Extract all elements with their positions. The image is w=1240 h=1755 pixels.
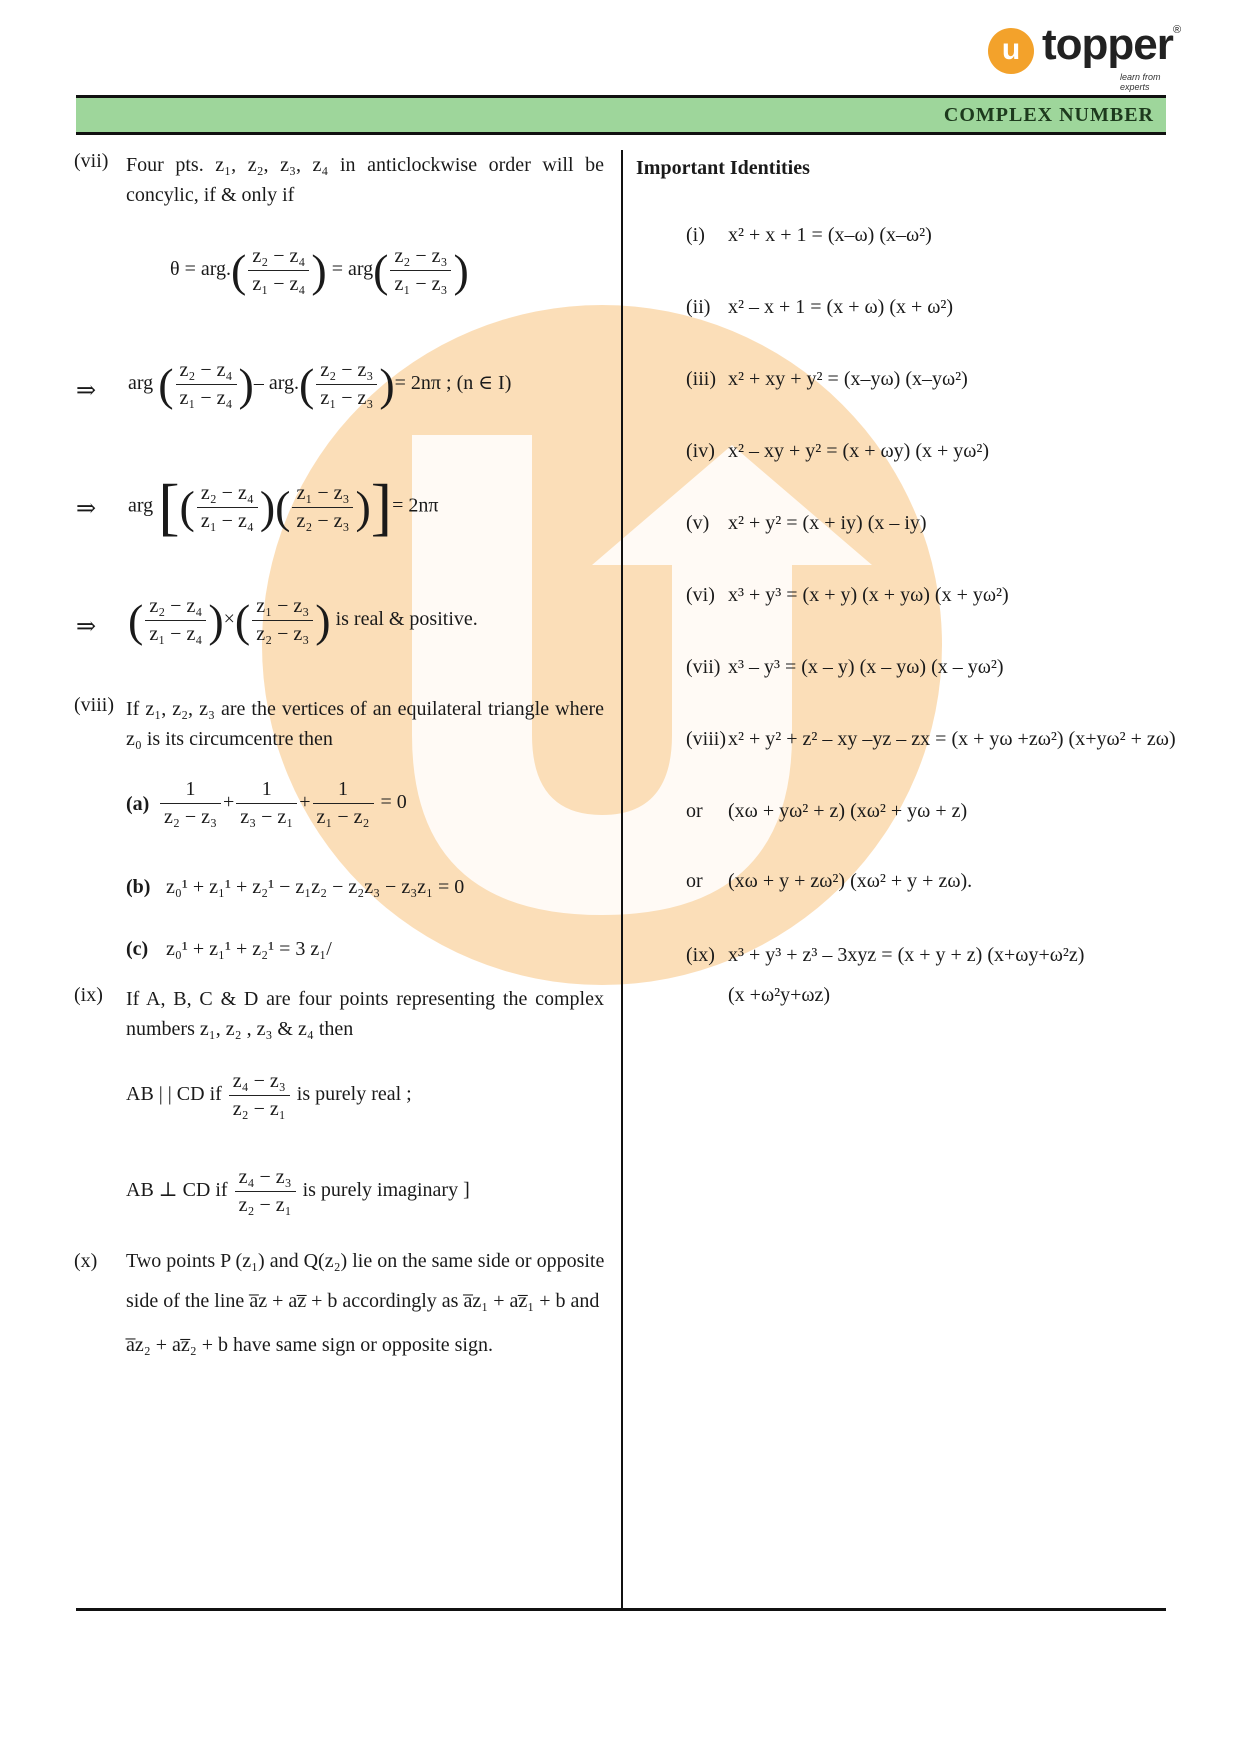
- identity-expression: x² + xy + y² = (x–yω) (x–yω²): [728, 368, 968, 390]
- identity-label: (iii): [686, 368, 716, 390]
- identity-expression: (xω + y + zω²) (xω² + y + zω).: [728, 870, 973, 892]
- equilateral-c-identity: z₀¹ + z₁¹ + z₂¹ = 3 z₁/: [166, 938, 332, 960]
- chapter-title: COMPLEX NUMBER: [943, 104, 1154, 126]
- identity-label: (vi): [686, 584, 715, 606]
- identity-ix-continuation: (x +ω²y+ωz): [728, 984, 831, 1006]
- identity-expression: x² + x + 1 = (x–ω) (x–ω²): [728, 224, 932, 246]
- column-divider: [621, 150, 623, 1610]
- theta-equation: θ = arg.( $\frac{\text{z₂ − z₄}}{\text{z₁ − z₄}}$ ) = arg( $\frac{\text{z₂ − z₃}}{\text{z₁ − z₃}}$ ): [170, 245, 469, 296]
- line-expression: a̅z + az̅ + b: [249, 1290, 338, 1312]
- arg-product-equation: arg [( $\frac{\text{z₂ − z₄}}{\text{z₁ − z₄}}$ )( $\frac{\text{z₁ − z₃}}{\text{z₂ − z₃}}$ )]= 2nπ: [128, 471, 439, 542]
- identity-label: (iv): [686, 440, 715, 462]
- chapter-band: [76, 95, 1166, 135]
- fraction: $\frac{\text{z₄ − z₃}}{\text{z₂ − z₁}}$: [235, 1166, 296, 1217]
- identity-expression: (xω + yω² + z) (xω² + yω + z): [728, 800, 968, 822]
- theta-lhs: θ = arg.: [170, 258, 232, 281]
- arg-difference-equation: arg ( $\frac{\text{z₂ − z₄}}{\text{z₁ − z₄}}$ )– arg.( $\frac{\text{z₂ − z₃}}{\text{z₁ − z₃}}$ )= 2nπ ; (n ∈ I): [128, 359, 512, 410]
- brand-logo[interactable]: [988, 20, 1188, 92]
- real-positive-statement: ( $\frac{\text{z₂ − z₄}}{\text{z₁ − z₄}}$ )×( $\frac{\text{z₁ − z₃}}{\text{z₂ − z₃}}$ ) is real & positive.: [128, 595, 478, 646]
- identity-expression: x³ – y³ = (x – y) (x – yω) (x – yω²): [728, 656, 1004, 678]
- fraction: $\frac{\text{z₂ − z₄}}{\text{z₁ − z₄}}$: [176, 359, 237, 410]
- fraction: $\frac{\text{z₂ − z₄}}{\text{z₁ − z₄}}$: [248, 245, 309, 296]
- identity-expression: x³ + y³ + z³ – 3xyz = (x + y + z) (x+ωy+ω²z): [728, 944, 1085, 966]
- equilateral-reciprocal-sum: $\frac{1}{\text{z₂ − z₃}}$ + $\frac{1}{\text{z₃ − z₁}}$ + $\frac{1}{\text{z₁ − z₂}}$ = 0: [158, 778, 407, 829]
- identity-expression: x³ + y³ = (x + y) (x + yω) (x + yω²): [728, 584, 1009, 606]
- fraction: $\frac{1}{\text{z₃ − z₁}}$: [236, 778, 297, 829]
- sub-b-label: (b): [126, 876, 151, 898]
- expression-z2: a̅z₂ + az̅₂ + b: [126, 1334, 229, 1356]
- sub-a-label: (a): [126, 793, 150, 815]
- fraction: $\frac{\text{z₁ − z₃}}{\text{z₂ − z₃}}$: [292, 482, 353, 533]
- fraction: $\frac{\text{z₄ − z₃}}{\text{z₂ − z₁}}$: [229, 1070, 290, 1121]
- item-x-line2: side of the line a̅z + az̅ + b accordingly as a̅z₁ + az̅₁ + b and: [126, 1290, 600, 1312]
- logo-mark: u: [988, 28, 1034, 74]
- item-vii-label: (vii): [74, 150, 109, 172]
- identities-heading: Important Identities: [636, 157, 810, 179]
- registered-mark: ®: [1173, 24, 1182, 36]
- fraction: $\frac{\text{z₂ − z₃}}{\text{z₁ − z₃}}$: [316, 359, 377, 410]
- parallel-condition: AB | | CD if $\frac{\text{z₄ − z₃}}{\text{z₂ − z₁}}$ is purely real ;: [126, 1070, 412, 1120]
- item-viii-label: (viii): [74, 694, 114, 716]
- item-vii-text: Four pts. z₁, z₂, z₃, z₄ in anticlockwise order will be concylic, if & only if: [126, 154, 604, 206]
- equilateral-b-identity: z₀¹ + z₁¹ + z₂¹ − z₁z₂ − z₂z₃ − z₃z₁ = 0: [166, 876, 465, 898]
- identity-label: (ii): [686, 296, 711, 318]
- footer-rule: [76, 1608, 1166, 1611]
- fraction: $\frac{1}{\text{z₂ − z₃}}$: [160, 778, 221, 829]
- identity-label: or: [686, 870, 703, 892]
- fraction: $\frac{\text{z₁ − z₃}}{\text{z₂ − z₃}}$: [252, 595, 313, 646]
- item-viii-text: If z₁, z₂, z₃ are the vertices of an equilateral triangle where z₀ is its circumcentre then: [126, 698, 604, 750]
- identity-label: or: [686, 800, 703, 822]
- item-ix-text: If A, B, C & D are four points representing the complex numbers z₁, z₂ , z₃ & z₄ then: [126, 988, 604, 1040]
- identity-label: (v): [686, 512, 710, 534]
- item-ix-label: (ix): [74, 984, 103, 1006]
- identity-expression: x² – x + 1 = (x + ω) (x + ω²): [728, 296, 954, 318]
- fraction: $\frac{\text{z₂ − z₄}}{\text{z₁ − z₄}}$: [145, 595, 206, 646]
- identity-expression: x² – xy + y² = (x + ωy) (x + yω²): [728, 440, 990, 462]
- perpendicular-condition: AB ⊥ CD if $\frac{\text{z₄ − z₃}}{\text{z₂ − z₁}}$ is purely imaginary ]: [126, 1166, 470, 1216]
- expression-z1: a̅z₁ + az̅₁ + b: [463, 1290, 566, 1312]
- logo-tagline: learn from experts: [1120, 72, 1161, 92]
- identity-expression: x² + y² + z² – xy –yz – zx = (x + yω +zω²) (x+yω² + zω): [728, 728, 1176, 750]
- implies-arrow: ⇒: [76, 614, 97, 640]
- fraction: $\frac{1}{\text{z₁ − z₂}}$: [313, 778, 374, 829]
- implies-arrow: ⇒: [76, 496, 97, 522]
- implies-arrow: ⇒: [76, 378, 97, 404]
- identity-label: (i): [686, 224, 705, 246]
- identity-expression: x² + y² = (x + iy) (x – iy): [728, 512, 927, 534]
- sub-c-label: (c): [126, 938, 149, 960]
- item-x-line1: Two points P (z₁) and Q(z₂) lie on the same side or opposite: [126, 1250, 605, 1272]
- fraction: $\frac{\text{z₂ − z₃}}{\text{z₁ − z₃}}$: [390, 245, 451, 296]
- identity-label: (ix): [686, 944, 715, 966]
- item-x-label: (x): [74, 1250, 98, 1272]
- fraction: $\frac{\text{z₂ − z₄}}{\text{z₁ − z₄}}$: [197, 482, 258, 533]
- item-x-line3: a̅z₂ + az̅₂ + b have same sign or opposite sign.: [126, 1334, 493, 1356]
- identity-label: (vii): [686, 656, 721, 678]
- identity-label: (viii): [686, 728, 726, 750]
- logo-wordmark: topper: [1042, 20, 1173, 69]
